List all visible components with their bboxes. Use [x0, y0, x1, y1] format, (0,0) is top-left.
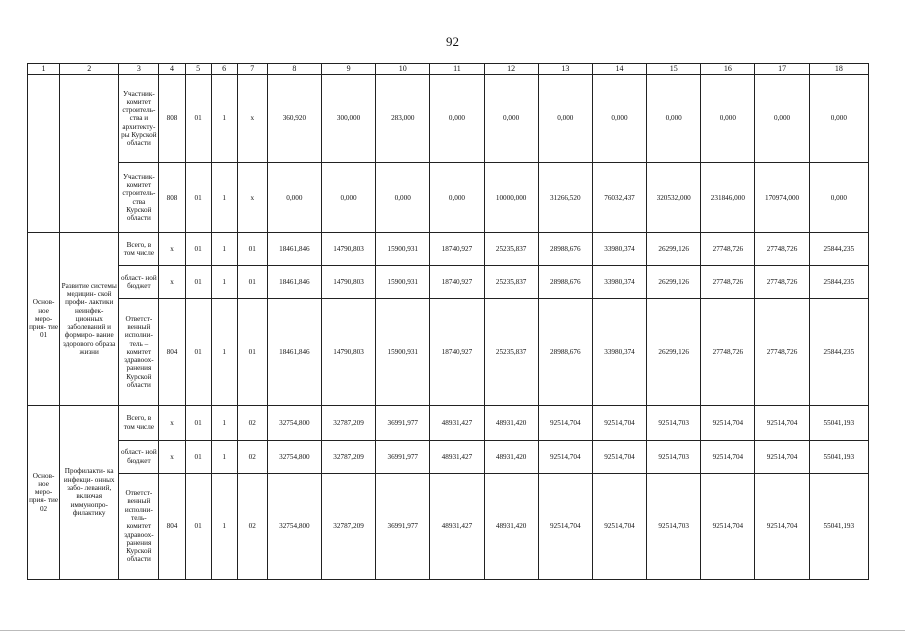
header-cell: 16 [701, 64, 755, 75]
amount-cell: 25844,235 [809, 299, 868, 405]
code-cell: х [159, 266, 185, 299]
amount-cell: 14790,803 [321, 233, 375, 266]
amount-cell: 0,000 [321, 163, 375, 233]
amount-cell: 92514,704 [592, 405, 646, 440]
amount-cell: 25235,837 [484, 299, 538, 405]
table-row [28, 163, 869, 233]
amount-cell: 36991,977 [376, 440, 430, 473]
amount-cell: 92514,704 [701, 473, 755, 579]
header-cell: 5 [185, 64, 211, 75]
code-cell: 1 [211, 266, 237, 299]
amount-cell: 48931,427 [430, 405, 484, 440]
header-cell: 11 [430, 64, 484, 75]
header-cell: 12 [484, 64, 538, 75]
table-row [28, 266, 869, 299]
amount-cell: 32754,800 [267, 440, 321, 473]
amount-cell: 92514,704 [538, 440, 592, 473]
participant-cell: Ответст- венный исполни- тель – комитет здравоох- ранения Курской области [119, 299, 159, 405]
amount-cell: 28988,676 [538, 233, 592, 266]
amount-cell: 14790,803 [321, 299, 375, 405]
amount-cell: 92514,704 [755, 405, 809, 440]
code-cell: 808 [159, 163, 185, 233]
amount-cell: 92514,703 [647, 473, 701, 579]
amount-cell: 33980,374 [592, 266, 646, 299]
amount-cell: 18740,927 [430, 266, 484, 299]
amount-cell: 18740,927 [430, 233, 484, 266]
participant-cell: Всего, в том числе [119, 405, 159, 440]
amount-cell: 92514,704 [538, 405, 592, 440]
code-cell: 01 [237, 233, 267, 266]
amount-cell: 26299,126 [647, 233, 701, 266]
amount-cell: 92514,704 [592, 440, 646, 473]
event-number-cell [28, 75, 60, 233]
code-cell: 1 [211, 440, 237, 473]
amount-cell: 55041,193 [809, 473, 868, 579]
amount-cell: 0,000 [430, 75, 484, 163]
budget-table [27, 63, 869, 580]
table-row [28, 473, 869, 579]
header-cell: 8 [267, 64, 321, 75]
amount-cell: 32754,800 [267, 405, 321, 440]
event-number-cell: Основ- ное меро- прия- тие 01 [28, 233, 60, 405]
code-cell: 1 [211, 163, 237, 233]
header-cell: 6 [211, 64, 237, 75]
amount-cell: 26299,126 [647, 299, 701, 405]
amount-cell: 300,000 [321, 75, 375, 163]
amount-cell: 283,000 [376, 75, 430, 163]
amount-cell: 0,000 [430, 163, 484, 233]
code-cell: 808 [159, 75, 185, 163]
amount-cell: 48931,420 [484, 440, 538, 473]
header-cell: 18 [809, 64, 868, 75]
code-cell: 01 [185, 266, 211, 299]
amount-cell: 0,000 [538, 75, 592, 163]
amount-cell: 92514,704 [538, 473, 592, 579]
code-cell: 01 [185, 405, 211, 440]
amount-cell: 170974,000 [755, 163, 809, 233]
amount-cell: 32787,209 [321, 473, 375, 579]
header-cell: 15 [647, 64, 701, 75]
participant-cell: област- ной бюджет [119, 440, 159, 473]
amount-cell: 10000,000 [484, 163, 538, 233]
code-cell: 01 [237, 266, 267, 299]
header-cell: 9 [321, 64, 375, 75]
amount-cell: 15900,931 [376, 233, 430, 266]
participant-cell: Всего, в том числе [119, 233, 159, 266]
amount-cell: 32787,209 [321, 440, 375, 473]
amount-cell: 27748,726 [701, 266, 755, 299]
amount-cell: 0,000 [701, 75, 755, 163]
code-cell: 1 [211, 233, 237, 266]
amount-cell: 92514,704 [701, 440, 755, 473]
code-cell: 1 [211, 75, 237, 163]
code-cell: х [159, 405, 185, 440]
amount-cell: 0,000 [755, 75, 809, 163]
amount-cell: 48931,420 [484, 473, 538, 579]
code-cell: 01 [185, 299, 211, 405]
amount-cell: 55041,193 [809, 405, 868, 440]
header-cell: 17 [755, 64, 809, 75]
amount-cell: 25235,837 [484, 233, 538, 266]
amount-cell: 92514,704 [701, 405, 755, 440]
amount-cell: 231846,000 [701, 163, 755, 233]
amount-cell: 48931,420 [484, 405, 538, 440]
participant-cell: Ответст- венный исполни- тель- комитет здравоох- ранения Курской области [119, 473, 159, 579]
amount-cell: 28988,676 [538, 299, 592, 405]
code-cell: х [237, 163, 267, 233]
page-number: 92 [446, 34, 459, 49]
code-cell: 804 [159, 473, 185, 579]
code-cell: 01 [237, 299, 267, 405]
amount-cell: 31266,520 [538, 163, 592, 233]
code-cell: 1 [211, 299, 237, 405]
amount-cell: 15900,931 [376, 299, 430, 405]
code-cell: х [159, 233, 185, 266]
code-cell: 01 [185, 75, 211, 163]
table-row [28, 299, 869, 405]
amount-cell: 36991,977 [376, 405, 430, 440]
amount-cell: 0,000 [809, 75, 868, 163]
code-cell: 02 [237, 405, 267, 440]
header-row [28, 64, 869, 75]
page-divider [0, 630, 905, 631]
amount-cell: 32787,209 [321, 405, 375, 440]
header-cell: 1 [28, 64, 60, 75]
code-cell: 01 [185, 233, 211, 266]
table-row [28, 233, 869, 266]
code-cell: х [159, 440, 185, 473]
amount-cell: 92514,703 [647, 405, 701, 440]
event-number-cell: Основ- ное меро- прия- тие 02 [28, 405, 60, 579]
header-cell: 14 [592, 64, 646, 75]
code-cell: 01 [185, 163, 211, 233]
header-cell: 13 [538, 64, 592, 75]
amount-cell: 92514,704 [755, 440, 809, 473]
participant-cell: Участник- комитет строитель- ства и архитекту- ры Курской области [119, 75, 159, 163]
amount-cell: 18461,846 [267, 233, 321, 266]
amount-cell: 360,920 [267, 75, 321, 163]
event-name-cell [60, 75, 119, 233]
amount-cell: 28988,676 [538, 266, 592, 299]
amount-cell: 55041,193 [809, 440, 868, 473]
table-row [28, 405, 869, 440]
amount-cell: 92514,704 [592, 473, 646, 579]
table-row [28, 75, 869, 163]
amount-cell: 18740,927 [430, 299, 484, 405]
amount-cell: 15900,931 [376, 266, 430, 299]
amount-cell: 0,000 [376, 163, 430, 233]
amount-cell: 0,000 [592, 75, 646, 163]
header-cell: 2 [60, 64, 119, 75]
amount-cell: 27748,726 [701, 233, 755, 266]
code-cell: х [237, 75, 267, 163]
amount-cell: 92514,703 [647, 440, 701, 473]
amount-cell: 48931,427 [430, 440, 484, 473]
amount-cell: 320532,000 [647, 163, 701, 233]
amount-cell: 0,000 [484, 75, 538, 163]
header-cell: 7 [237, 64, 267, 75]
code-cell: 02 [237, 440, 267, 473]
amount-cell: 48931,427 [430, 473, 484, 579]
code-cell: 804 [159, 299, 185, 405]
code-cell: 01 [185, 440, 211, 473]
amount-cell: 33980,374 [592, 299, 646, 405]
amount-cell: 27748,726 [701, 299, 755, 405]
amount-cell: 25235,837 [484, 266, 538, 299]
header-cell: 10 [376, 64, 430, 75]
amount-cell: 32754,800 [267, 473, 321, 579]
amount-cell: 33980,374 [592, 233, 646, 266]
amount-cell: 26299,126 [647, 266, 701, 299]
code-cell: 1 [211, 473, 237, 579]
budget-table-body [28, 75, 869, 580]
amount-cell: 0,000 [647, 75, 701, 163]
amount-cell: 76032,437 [592, 163, 646, 233]
event-name-cell: Развитие системы медицин- ской профи- лактики неинфек- ционных заболеваний и формиро- вание здорового образа жизни [60, 233, 119, 405]
amount-cell: 27748,726 [755, 266, 809, 299]
code-cell: 02 [237, 473, 267, 579]
amount-cell: 27748,726 [755, 299, 809, 405]
amount-cell: 92514,704 [755, 473, 809, 579]
amount-cell: 14790,803 [321, 266, 375, 299]
amount-cell: 0,000 [267, 163, 321, 233]
amount-cell: 25844,235 [809, 266, 868, 299]
code-cell: 01 [185, 473, 211, 579]
amount-cell: 18461,846 [267, 266, 321, 299]
amount-cell: 27748,726 [755, 233, 809, 266]
participant-cell: Участник- комитет строитель- ства Курской области [119, 163, 159, 233]
table-row [28, 440, 869, 473]
amount-cell: 25844,235 [809, 233, 868, 266]
code-cell: 1 [211, 405, 237, 440]
event-name-cell: Профилакти- ка инфекци- онных забо- леваний, включая иммунопро- филактику [60, 405, 119, 579]
amount-cell: 36991,977 [376, 473, 430, 579]
participant-cell: област- ной бюджет [119, 266, 159, 299]
header-cell: 3 [119, 64, 159, 75]
amount-cell: 18461,846 [267, 299, 321, 405]
amount-cell: 0,000 [809, 163, 868, 233]
header-cell: 4 [159, 64, 185, 75]
